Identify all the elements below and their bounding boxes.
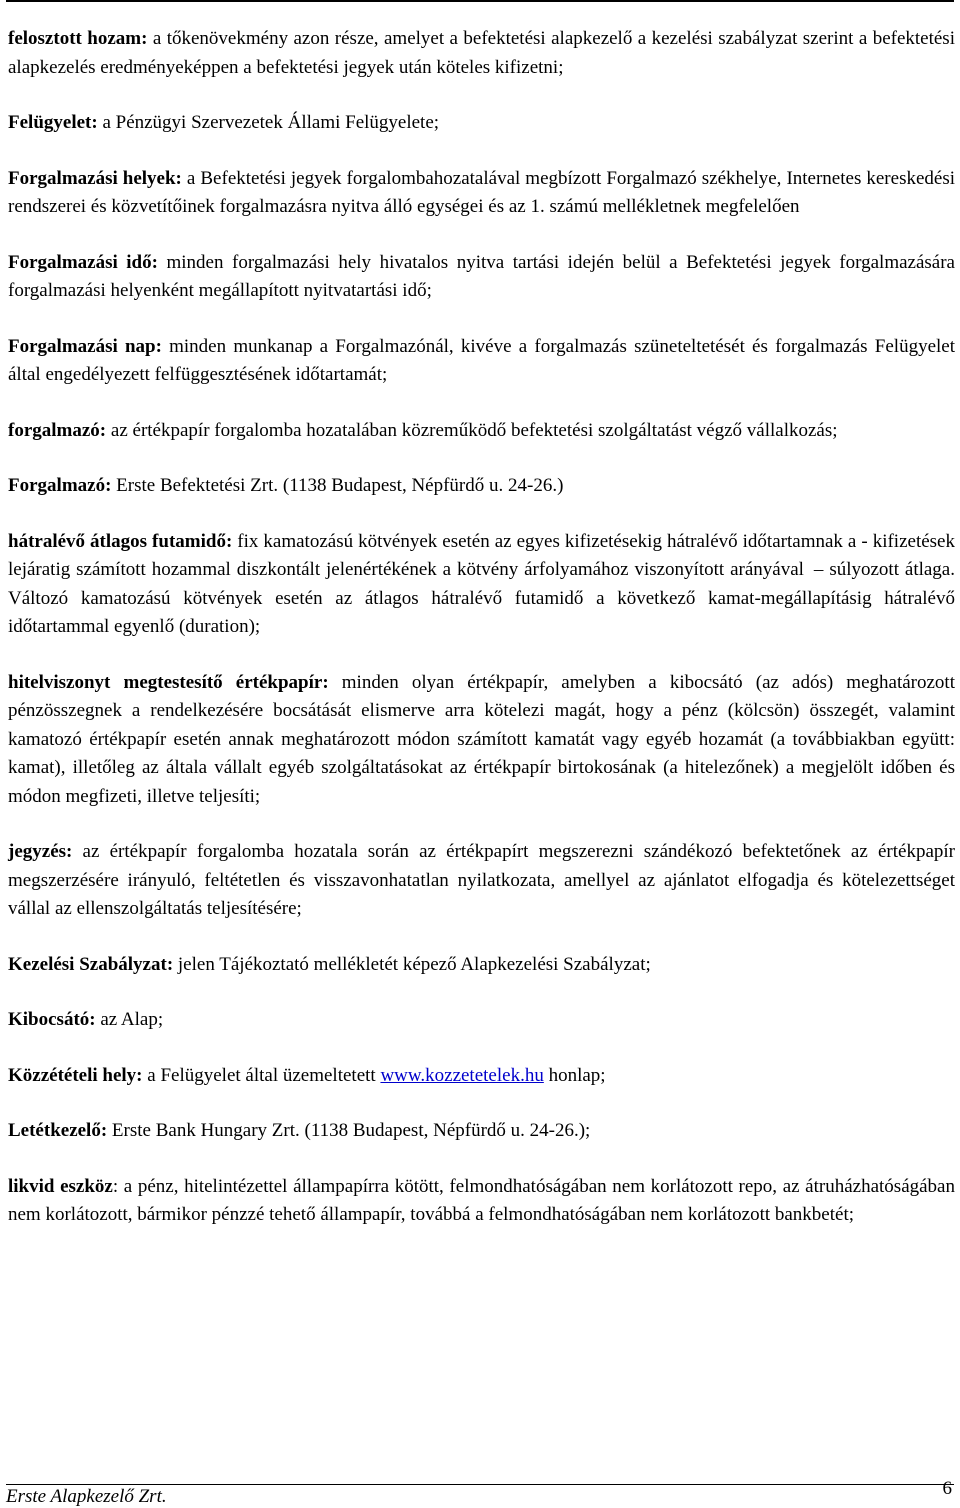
definition-term: Közzétételi hely: (8, 1064, 143, 1086)
definition-forgalmazasi-ido (8, 249, 955, 306)
definition-text: a Pénzügyi Szervezetek Állami Felügyelete; (97, 112, 440, 133)
definition-term: Felügyelet: (8, 112, 98, 133)
definition-term: Forgalmazási idő: (8, 251, 158, 273)
definition-term: Letétkezelő: (8, 1120, 108, 1141)
definition-text: a Felügyelet által üzemeltetett (142, 1064, 381, 1086)
definitions-list (8, 25, 955, 1257)
definition-jegyzes (8, 838, 955, 924)
definition-kibocsato (8, 1006, 955, 1035)
footer-company: Erste Alapkezelő Zrt. (6, 1486, 167, 1507)
definition-text: minden olyan értékpapír, amelyben a kibocsátó (az adós) meghatározott pénzösszegnek a rendelkezésére bocsátását elismerve arra kötelezi magát, hogy a pénz (kölcsön) összegét, valamint kamatozó értékpapír esetén annak meghatározott módon számított kamatát vagy egyéb hozamát (a továbbiakban együtt: kamat), illetőleg az általa vállalt egyéb szolgáltatásokat az értékpapír birtokosának (a hitelezőnek) a megjelölt időben és módon megfizeti, illetve teljesíti; (8, 671, 955, 807)
definition-hitelviszonyt-megtestesito-ertekpapir (8, 669, 955, 812)
kozzetetelek-link[interactable]: www.kozzetetelek.hu (380, 1064, 544, 1086)
definition-text: Erste Bank Hungary Zrt. (1138 Budapest, Népfürdő u. 24-26.); (107, 1120, 591, 1141)
definition-term: hátralévő átlagos futamidő: (8, 530, 233, 552)
definition-text: minden forgalmazási hely hivatalos nyitva tartási idején belül a Befektetési jegyek forgalmazására forgalmazási helyenként megállapított nyitvatartási idő; (8, 251, 955, 301)
definition-kozzeteteli-hely (8, 1062, 955, 1091)
definition-text: a tőkenövekmény azon része, amelyet a befektetési alapkezelő a kezelési szabályzat szerint a befektetési alapkezelés eredményeképpen a befektetési jegyek után köteles kifizetni; (8, 28, 955, 78)
page-number: 6 (942, 1478, 952, 1499)
definition-text: Erste Befektetési Zrt. (1138 Budapest, Népfürdő u. 24-26.) (111, 475, 564, 496)
definition-term: jegyzés: (8, 841, 73, 862)
definition-forgalmazasi-helyek (8, 165, 955, 222)
definition-felosztott-hozam (8, 25, 955, 82)
definition-term: forgalmazó: (8, 419, 107, 441)
definition-text: az értékpapír forgalomba hozatalában közreműködő befektetési szolgáltatást végző vállalkozás; (106, 419, 838, 441)
definition-letetkezelo (8, 1117, 955, 1146)
definition-text: a Befektetési jegyek forgalombahozatalával megbízott Forgalmazó székhelye, Internetes kereskedési rendszerei és közvetítőinek forgalmazásra nyitva álló egységei és az 1. számú mellékletnek megfelelően (8, 167, 955, 217)
definition-text: jelen Tájékoztató mellékletét képező Alapkezelési Szabályzat; (173, 953, 651, 975)
top-rule (6, 0, 954, 2)
definition-text: az értékpapír forgalomba hozatala során az értékpapírt megszerezni szándékozó befektetőnek az értékpapír megszerzésére irányuló, feltétetlen és visszavonhatatlan nyilatkozata, amellyel az ajánlatot elfogadja és kötelezettséget vállal az ellenszolgáltatás teljesítésére; (8, 841, 955, 919)
definition-text: az Alap; (95, 1009, 164, 1030)
definition-hatralevo-atlagos-futamido (8, 528, 955, 642)
definition-term: Kezelési Szabályzat: (8, 953, 174, 975)
definition-text: – súlyozott átlaga. Változó kamatozású kötvények esetén az átlagos hátralévő futamidő a következő kamat-megállapításig hátralévő időtartammal egyenlő (duration); (8, 559, 955, 637)
definition-kezelesi-szabalyzat (8, 951, 955, 980)
definition-likvid-eszkoz (8, 1173, 955, 1230)
definition-term: Forgalmazási nap: (8, 335, 162, 357)
definition-term: Forgalmazó: (8, 475, 112, 496)
definition-text: minden munkanap a Forgalmazónál, kivéve a forgalmazás szüneteltetését és forgalmazás Felügyelet által engedélyezett felfüggesztésének időtartamát; (8, 335, 955, 385)
definition-felugyelet (8, 109, 955, 138)
definition-forgalmazo (8, 472, 955, 501)
definition-term: hitelviszonyt megtestesítő értékpapír: (8, 671, 329, 693)
definition-term: Forgalmazási helyek: (8, 167, 182, 189)
definition-term: likvid eszköz (8, 1175, 113, 1197)
definition-term: Kibocsátó: (8, 1009, 96, 1030)
definition-term: felosztott hozam: (8, 28, 148, 49)
definition-text: fix kamatozású kötvények esetén az egyes kifizetésekig hátralévő időtartamnak a - kifizetések lejáratig számított hozammal diszkontált jelenértékének a kötvény árfolyamához viszonyított arányával (8, 530, 955, 580)
page-footer (6, 1478, 954, 1508)
definition-text: : a pénz, hitelintézettel állampapírra kötött, felmondhatóságában nem korlátozott repo, az átruházhatóságában nem korlátozott, bármikor pénzzé tehető állampapír, továbbá a felmondhatóságában nem korlátozott bankbetét; (8, 1175, 955, 1225)
definition-forgalmazasi-nap (8, 333, 955, 390)
definition-forgalmazo-lower (8, 417, 955, 446)
definition-text: honlap; (543, 1064, 606, 1086)
